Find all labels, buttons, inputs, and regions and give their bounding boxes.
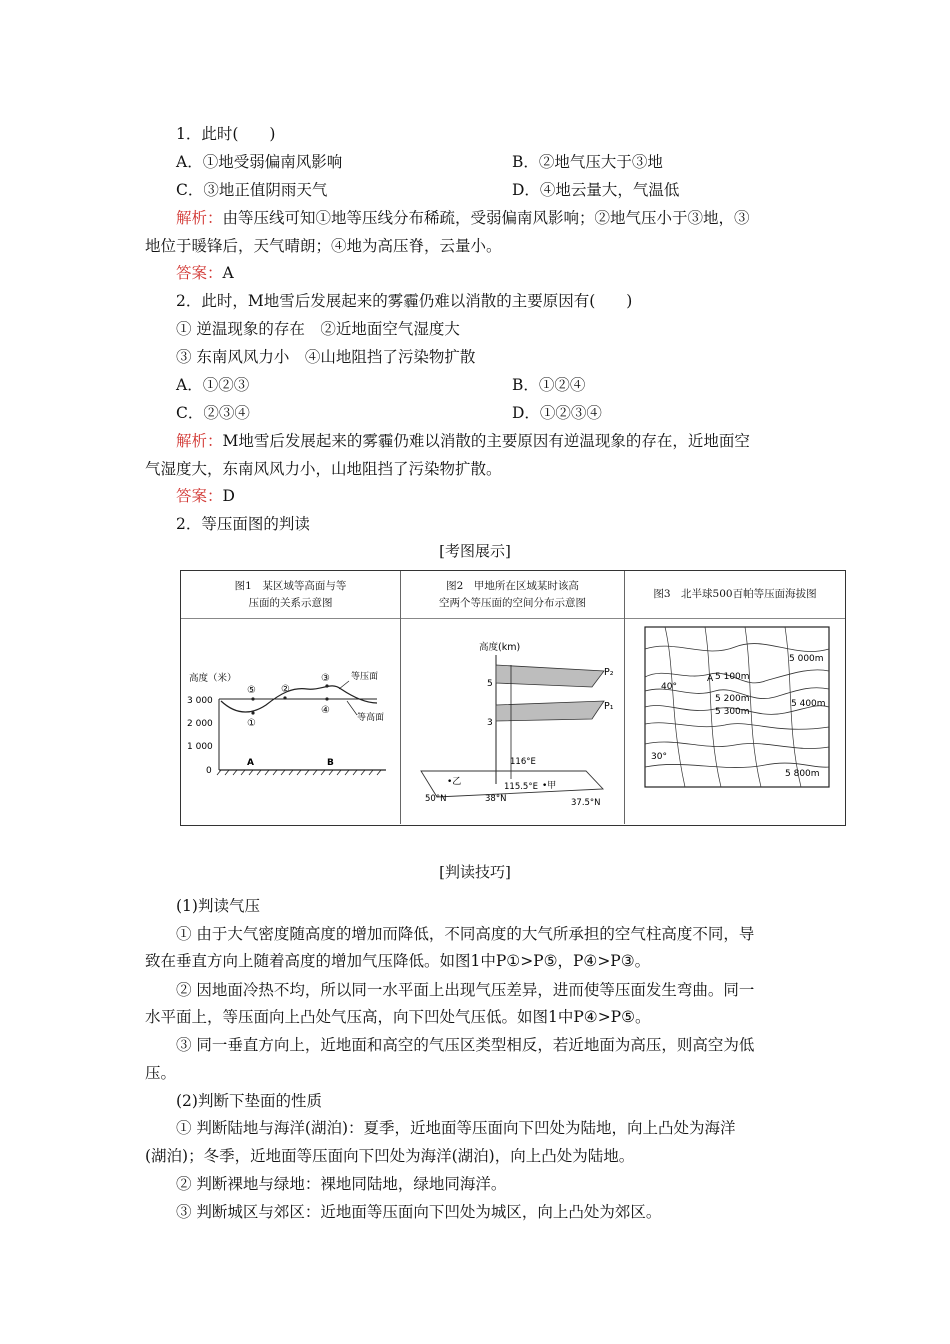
- fig1-label: ①: [247, 718, 256, 729]
- answer-value: D: [222, 487, 235, 505]
- figure-table: [180, 570, 846, 826]
- fig2-ytick: 5: [487, 679, 493, 689]
- fig2-lat-label: 38°N: [485, 794, 507, 804]
- figure-2: [401, 571, 625, 824]
- part2-heading: (2)判断下垫面的性质: [176, 1092, 322, 1110]
- fig3-lat-label: 40°: [661, 682, 677, 692]
- figure-3-diagram: [625, 619, 843, 824]
- q2-stem: 2．此时，M地雪后发展起来的雾霾仍难以消散的主要原因有( ): [176, 292, 633, 310]
- fig2-jia-label: •甲: [542, 781, 557, 791]
- q2-option-a: A．①②③: [176, 376, 250, 394]
- analysis-label: 解析：: [176, 432, 223, 450]
- fig1-label: ⑤: [247, 685, 256, 696]
- part1-item-3-cont: 压。: [145, 1064, 177, 1082]
- fig1-ytick: 2 000: [187, 719, 213, 729]
- figure-1-caption: 图1 某区域等高面与等 压面的关系示意图: [181, 571, 400, 619]
- q1-analysis-cont: 地位于暖锋后，天气晴朗；④地为高压脊，云量小。: [145, 237, 502, 255]
- figure-1: [181, 571, 401, 824]
- section-title: 2．等压面图的判读: [176, 515, 310, 533]
- q2-option-d: D．①②③④: [512, 404, 602, 422]
- fig1-ground-hatching: [217, 770, 381, 775]
- q1-analysis: [176, 207, 750, 229]
- fig1-xlabel: A: [247, 758, 254, 768]
- q2-statements-1: ① 逆温现象的存在 ②近地面空气湿度大: [176, 320, 460, 338]
- fig1-ytick: 0: [206, 766, 212, 776]
- fig2-plane-p2: [496, 665, 604, 687]
- fig2-lon-label: 115.5°E: [504, 782, 538, 792]
- part1-item-2: ② 因地面冷热不均，所以同一水平面上出现气压差异，进而使等压面发生弯曲。同一: [176, 981, 755, 999]
- part1-heading: (1)判读气压: [176, 897, 260, 915]
- fig1-point-2: [283, 696, 286, 699]
- figure-2-caption: 图2 甲地所在区域某时该高 空两个等压面的空间分布示意图: [401, 571, 624, 619]
- answer-label: 答案：: [176, 487, 223, 505]
- fig2-p2-label: P₂: [604, 667, 614, 678]
- q2-answer: [176, 485, 235, 507]
- fig1-point-4: [325, 697, 328, 700]
- q2-analysis: [176, 430, 750, 452]
- fig2-ytick: 3: [487, 718, 493, 728]
- fig2-yi-label: •乙: [447, 777, 462, 787]
- fig3-lat-label: 30°: [651, 752, 667, 762]
- fig3-point-a: A: [707, 674, 714, 684]
- q1-stem: 1．此时( ): [176, 125, 276, 143]
- q2-analysis-cont: 气湿度大，东南风风力小，山地阻挡了污染物扩散。: [145, 460, 502, 478]
- figure-1-diagram: [181, 619, 399, 824]
- fig1-point-1: [251, 711, 254, 714]
- fig2-lat-label: 50°N: [425, 794, 447, 804]
- fig2-lon-label: 116°E: [510, 757, 536, 767]
- q1-option-b: B．②地气压大于③地: [512, 153, 663, 171]
- q2-option-b: B．①②④: [512, 376, 586, 394]
- exhibit-title: [考图展示]: [439, 542, 511, 560]
- figure-2-diagram: [401, 619, 623, 824]
- skills-title: [判读技巧]: [439, 863, 511, 881]
- fig1-point-3: [325, 684, 328, 687]
- figure-3-caption: 图3 北半球500百帕等压面海拔图: [625, 571, 845, 619]
- part1-item-3: ③ 同一垂直方向上，近地面和高空的气压区类型相反，若近地面为高压，则高空为低: [176, 1036, 755, 1054]
- fig1-xlabel: B: [327, 758, 334, 768]
- q1-option-c: C．③地正值阴雨天气: [176, 181, 328, 199]
- q2-statements-2: ③ 东南风风力小 ④山地阻挡了污染物扩散: [176, 348, 476, 366]
- part2-item-2: ② 判断裸地与绿地：裸地同陆地，绿地同海洋。: [176, 1175, 507, 1193]
- fig1-label: ④: [321, 705, 330, 716]
- fig2-ylabel: 高度(km): [479, 642, 521, 653]
- part2-item-3: ③ 判断城区与郊区：近地面等压面向下凹处为城区，向上凸处为郊区。: [176, 1203, 662, 1221]
- analysis-text: M地雪后发展起来的雾霾仍难以消散的主要原因有逆温现象的存在，近地面空: [222, 432, 750, 450]
- fig3-label: 5 100m: [715, 672, 750, 682]
- part1-item-1-cont: 致在垂直方向上随着高度的增加气压降低。如图1中P①>P⑤，P④>P③。: [145, 952, 651, 970]
- fig1-ytick: 1 000: [187, 742, 213, 752]
- fig1-label: ③: [321, 673, 330, 684]
- fig2-lat-label: 37.5°N: [571, 798, 601, 808]
- analysis-label: 解析：: [176, 209, 223, 227]
- fig1-ytick: 3 000: [187, 696, 213, 706]
- q1-option-a: A．①地受弱偏南风影响: [176, 153, 343, 171]
- answer-value: A: [222, 264, 234, 282]
- fig3-label: 5 200m: [715, 694, 750, 704]
- fig1-ylabel: 高度（米）: [189, 673, 237, 684]
- fig3-label: 5 400m: [791, 699, 826, 709]
- q2-option-c: C．②③④: [176, 404, 250, 422]
- part1-item-1: ① 由于大气密度随高度的增加而降低，不同高度的大气所承担的空气柱高度不同，导: [176, 925, 755, 943]
- part1-item-2-cont: 水平面上，等压面向上凸处气压高，向下凹处气压低。如图1中P④>P⑤。: [145, 1008, 651, 1026]
- q1-option-d: D．④地云量大，气温低: [512, 181, 680, 199]
- answer-label: 答案：: [176, 264, 223, 282]
- part2-item-1-cont: (湖泊)；冬季，近地面等压面向下凹处为海洋(湖泊)，向上凸处为陆地。: [145, 1147, 635, 1165]
- fig3-label: 5 300m: [715, 707, 750, 717]
- figure-3: [625, 571, 845, 824]
- fig1-point-5: [251, 697, 254, 700]
- fig3-label: 5 800m: [785, 769, 820, 779]
- fig1-isoheight-label: 等高面: [357, 713, 385, 723]
- part2-item-1: ① 判断陆地与海洋(湖泊)：夏季，近地面等压面向下凹处为陆地，向上凸处为海洋: [176, 1119, 736, 1137]
- fig2-p1-label: P₁: [604, 701, 614, 712]
- fig1-label: ②: [281, 684, 290, 695]
- fig3-label: 5 000m: [789, 654, 824, 664]
- fig2-plane-p1: [496, 701, 604, 721]
- analysis-text: 由等压线可知①地等压线分布稀疏，受弱偏南风影响；②地气压小于③地，③: [222, 209, 750, 227]
- fig1-isobar-label: 等压面: [351, 672, 379, 682]
- q1-answer: [176, 262, 234, 284]
